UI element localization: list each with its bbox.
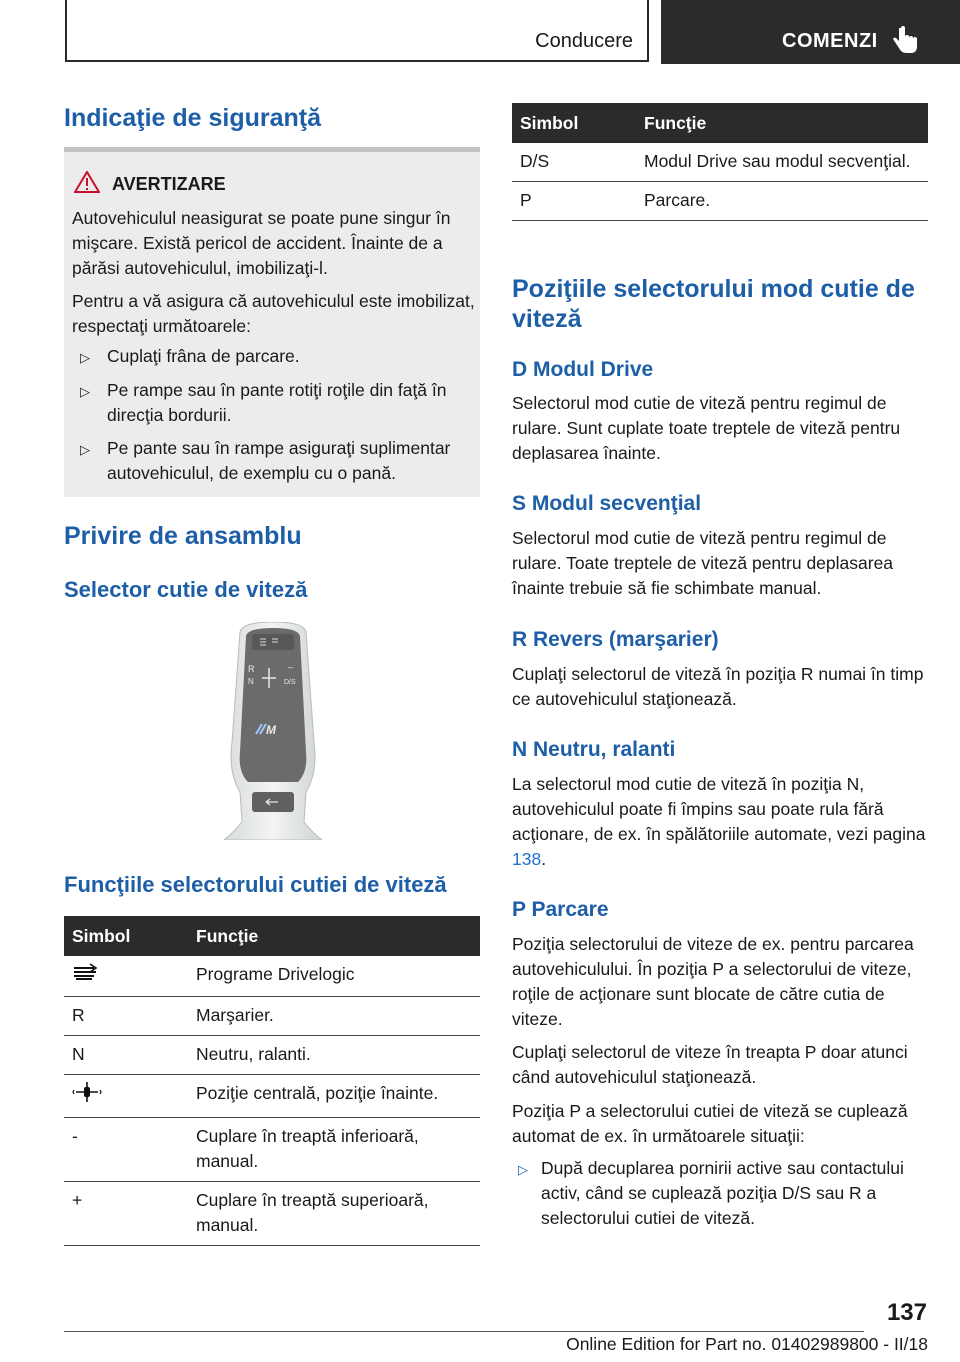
table-row — [64, 997, 480, 1036]
table-row — [64, 1036, 480, 1075]
overview-heading: Privire de ansamblu — [64, 522, 302, 550]
bullet-marker-icon: ▷ — [80, 350, 90, 365]
neutral-heading: N Neutru, ralanti — [512, 738, 676, 761]
header-section-label: Conducere — [535, 30, 633, 52]
table-cell-function: Cuplare în treaptă superioară, manual. — [188, 1182, 480, 1246]
bullet-marker-icon: ▷ — [80, 442, 90, 457]
warning-title: AVERTIZARE — [112, 174, 226, 194]
hand-pointer-icon — [893, 26, 919, 54]
table-row — [64, 1182, 480, 1246]
drivelogic-icon — [64, 956, 188, 997]
table-row — [64, 1118, 480, 1182]
park-paragraph-3: Poziţia P a selectorului cutiei de viteză se cuplează automat de ex. în următoarele situaţii: — [512, 1101, 908, 1146]
page-link[interactable]: 138 — [512, 849, 542, 869]
table-cell-function: Marşarier. — [188, 997, 480, 1036]
neutral-text — [512, 772, 928, 872]
warning-bullet: Cuplaţi frâna de parcare. — [107, 346, 300, 366]
table-cell-symbol: D/S — [512, 143, 636, 182]
header-section-tab — [65, 0, 649, 62]
svg-text:M: M — [266, 723, 276, 737]
park-paragraph-2: Cuplaţi selectorul de viteze în treapta P doar atunci când autovehiculul staţionează. — [512, 1042, 908, 1087]
footer-edition: Online Edition for Part no. 01402989800 - II/18 — [566, 1334, 928, 1354]
table-cell-function: Cuplare în treaptă inferioară, manual. — [188, 1118, 480, 1182]
table-row — [64, 956, 480, 997]
table-row — [512, 182, 928, 221]
park-paragraph-1: Poziţia selectorului de viteze de ex. pentru parcarea autovehiculului. În poziţia P a selectorului de viteze, roţile de acţionare sunt blocate de către cutia de viteze. — [512, 934, 914, 1029]
center-position-icon — [64, 1075, 188, 1118]
column-header-symbol: Simbol — [512, 103, 636, 143]
warning-paragraph-1: Autovehiculul neasigurat se poate pune singur în mişcare. Există pericol de accident. Înainte de a părăsi autovehiculul, imobilizaţi-l. — [72, 208, 451, 278]
table-cell-function: Modul Drive sau modul secvenţial. — [636, 143, 928, 182]
park-bullet: După decuplarea pornirii active sau contactului activ, când se cuplează poziţia D/S sau R a selectorului cutiei de viteză. — [541, 1158, 904, 1228]
table-cell-function: Poziţie centrală, poziţie înainte. — [188, 1075, 480, 1118]
selector-heading: Selector cutie de viteză — [64, 577, 308, 602]
functions-heading: Funcţiile selectorului cutiei de viteză — [64, 872, 447, 897]
table-cell-symbol: N — [64, 1036, 188, 1075]
drive-text: Selectorul mod cutie de viteză pentru regimul de rulare. Sunt cuplate toate treptele de viteză pentru deplasarea înainte. — [512, 393, 901, 463]
table-row — [64, 1075, 480, 1118]
page-number: 137 — [886, 1299, 927, 1326]
svg-text:–: – — [288, 662, 294, 672]
column-header-function: Funcţie — [636, 103, 928, 143]
reverse-heading: R Revers (marşarier) — [512, 628, 719, 651]
bullet-marker-icon: ▷ — [518, 1162, 528, 1177]
warning-triangle-icon — [74, 171, 100, 193]
svg-text:N: N — [248, 677, 254, 686]
sequential-heading: S Modul secvenţial — [512, 492, 702, 515]
table-cell-function: Neutru, ralanti. — [188, 1036, 480, 1075]
column-header-function: Funcţie — [188, 916, 480, 956]
park-heading: P Parcare — [512, 898, 609, 921]
table-cell-symbol: R — [64, 997, 188, 1036]
column-header-symbol: Simbol — [64, 916, 188, 956]
warning-paragraph-2: Pentru a vă asigura că autovehiculul este imobilizat, respectaţi următoarele: — [72, 291, 475, 336]
header-chapter-tab — [661, 0, 960, 64]
drive-heading: D Modul Drive — [512, 358, 654, 381]
positions-heading: Poziţiile selectorului mod cutie de viteză — [512, 275, 915, 333]
table-cell-function: Parcare. — [636, 182, 928, 221]
sequential-text: Selectorul mod cutie de viteză pentru regimul de rulare. Toate treptele de viteză pentru deplasarea înainte trebuie să fie schimbate manual. — [512, 528, 894, 598]
reverse-text: Cuplaţi selectorul de viteză în poziţia R numai în timp ce autovehiculul staţionează. — [512, 664, 924, 709]
warning-bullet: Pe rampe sau în pante rotiţi roţile din faţă în direcţia bordurii. — [107, 380, 447, 425]
table-header-row — [512, 103, 928, 143]
functions-table — [64, 916, 480, 1246]
svg-text:R: R — [248, 664, 255, 674]
table-cell-symbol: - — [64, 1118, 188, 1182]
svg-text:D/S: D/S — [284, 679, 296, 686]
footer-divider — [64, 1331, 864, 1332]
gear-selector-image — [222, 622, 324, 840]
table-cell-function: Programe Drivelogic — [188, 956, 480, 997]
positions-table — [512, 103, 928, 221]
bullet-marker-icon: ▷ — [80, 384, 90, 399]
neutral-text-part: La selectorul mod cutie de viteză în poziţia N, autovehiculul poate fi împins sau poate rula fără acţionare, de ex. în spălătoriile automate, vezi pagina — [512, 774, 926, 844]
warning-bullet: Pe pante sau în rampe asiguraţi suplimentar autovehiculul, de exemplu cu o pană. — [107, 438, 451, 483]
table-cell-symbol: + — [64, 1182, 188, 1246]
neutral-text-end: . — [541, 849, 547, 869]
table-cell-symbol: P — [512, 182, 636, 221]
table-row — [512, 143, 928, 182]
table-header-row — [64, 916, 480, 956]
safety-heading: Indicaţie de siguranţă — [64, 104, 322, 132]
header-chapter-label: COMENZI — [782, 30, 878, 52]
